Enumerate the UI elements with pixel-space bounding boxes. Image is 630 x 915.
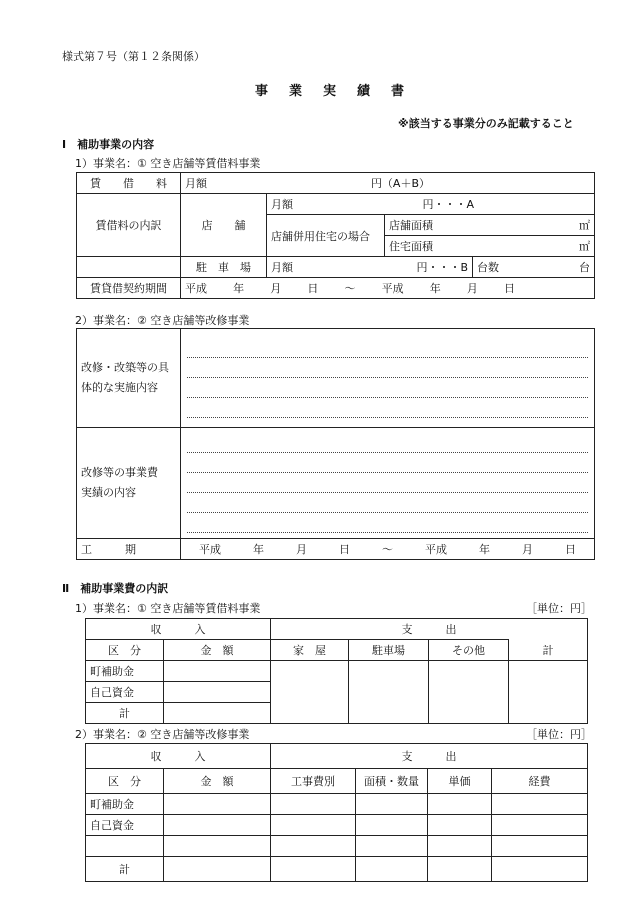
combined-label: 店舗併用住宅の場合 xyxy=(267,215,385,257)
work-type-header: 工事費別 xyxy=(271,769,356,794)
store-monthly: 月額 xyxy=(271,198,293,211)
income-header: 収 入 xyxy=(86,619,271,640)
row-label: 自己資金 xyxy=(86,815,164,836)
budget-table-2 xyxy=(85,743,588,882)
row-label: 町補助金 xyxy=(86,661,164,682)
unit-price-header: 単価 xyxy=(428,769,492,794)
work-type-cell[interactable] xyxy=(271,857,356,882)
amount-cell[interactable] xyxy=(164,661,271,682)
total-cell[interactable] xyxy=(509,661,588,724)
cost-label: 改修等の事業費 実績の内容 xyxy=(77,428,181,539)
unit-label: ［単位：円］ xyxy=(526,728,592,741)
unit-price-cell[interactable] xyxy=(428,815,492,836)
parking-monthly-cell[interactable] xyxy=(267,257,473,278)
cost-cell[interactable] xyxy=(492,836,588,857)
row-label xyxy=(86,836,164,857)
work-period-cell[interactable]: 平成 年 月 日 〜 平成 年 月 日 xyxy=(181,539,595,560)
house-area-label: 住宅面積 xyxy=(389,240,433,253)
unit-price-cell[interactable] xyxy=(428,836,492,857)
amount-cell[interactable] xyxy=(164,857,271,882)
category-header: 区 分 xyxy=(86,769,164,794)
renovation-table xyxy=(76,328,595,560)
cost-cell[interactable] xyxy=(492,815,588,836)
parking-formula: 円・・・B xyxy=(416,261,468,274)
row-label: 自己資金 xyxy=(86,682,164,703)
rent-monthly: 月額 xyxy=(185,177,207,190)
parking-header: 駐車場 xyxy=(349,640,429,661)
category-header: 区 分 xyxy=(86,640,164,661)
house-cell[interactable] xyxy=(271,661,349,724)
cost-lines[interactable] xyxy=(181,428,595,539)
amount-cell[interactable] xyxy=(164,836,271,857)
car-unit: 台 xyxy=(579,261,591,274)
form-number: 様式第７号（第１２条関係） xyxy=(62,50,205,63)
rent-amount-cell[interactable] xyxy=(181,173,595,194)
store-label: 店 舗 xyxy=(181,194,267,257)
content-label: 賃借料の内訳 xyxy=(77,194,181,257)
instruction-note: ※該当する事業分のみ記載すること xyxy=(398,117,574,130)
budget-table-1 xyxy=(85,618,588,724)
rent-formula: 円（A＋B） xyxy=(370,177,431,190)
expense-header: 支 出 xyxy=(271,744,588,769)
house-header: 家 屋 xyxy=(271,640,349,661)
amount-cell[interactable] xyxy=(164,682,271,703)
car-count-label: 台数 xyxy=(477,261,499,274)
store-monthly-cell[interactable] xyxy=(267,194,595,215)
rent-label: 賃 借 料 xyxy=(77,173,181,194)
table1-name: 1）事業名：① 空き店舗等賃借料事業 xyxy=(75,602,261,615)
car-count-cell[interactable] xyxy=(473,257,595,278)
unit-price-cell[interactable] xyxy=(428,794,492,815)
sqm-unit: ㎡ xyxy=(579,219,591,232)
contract-period-cell[interactable]: 平成 年 月 日 〜 平成 年 月 日 xyxy=(181,278,595,299)
amount-cell[interactable] xyxy=(164,794,271,815)
period-label: 賃貸借契約期間 xyxy=(77,278,181,299)
detail-label: 改修・改築等の具 体的な実施内容 xyxy=(77,329,181,428)
work-type-cell[interactable] xyxy=(271,815,356,836)
store-area-label: 店舗面積 xyxy=(389,219,433,232)
area-qty-cell[interactable] xyxy=(356,794,428,815)
work-type-cell[interactable] xyxy=(271,794,356,815)
page-title: 事 業 実 績 書 xyxy=(255,84,409,99)
income-header: 収 入 xyxy=(86,744,271,769)
amount-cell[interactable] xyxy=(164,703,271,724)
total-header: 計 xyxy=(509,640,588,661)
house-area-cell[interactable] xyxy=(385,236,595,257)
cost-header: 経費 xyxy=(492,769,588,794)
store-area-cell[interactable] xyxy=(385,215,595,236)
work-period-label: 工 期 xyxy=(77,539,181,560)
amount-header: 金 額 xyxy=(164,769,271,794)
cost-cell[interactable] xyxy=(492,857,588,882)
blank-cell xyxy=(77,257,181,278)
detail-lines[interactable] xyxy=(181,329,595,428)
unit-price-cell[interactable] xyxy=(428,857,492,882)
parking-cell[interactable] xyxy=(349,661,429,724)
amount-cell[interactable] xyxy=(164,815,271,836)
area-qty-cell[interactable] xyxy=(356,857,428,882)
sqm-unit: ㎡ xyxy=(579,240,591,253)
cost-cell[interactable] xyxy=(492,794,588,815)
area-qty-cell[interactable] xyxy=(356,836,428,857)
row-label: 計 xyxy=(86,703,164,724)
amount-header: 金 額 xyxy=(164,640,271,661)
project1-name: 1）事業名：① 空き店舗等賃借料事業 xyxy=(75,157,261,170)
area-qty-header: 面積・数量 xyxy=(356,769,428,794)
project2-name: 2）事業名：② 空き店舗等改修事業 xyxy=(75,314,250,327)
section1-heading: Ⅰ 補助事業の内容 xyxy=(62,138,155,151)
table2-name: 2）事業名：② 空き店舗等改修事業 xyxy=(75,728,250,741)
rent-table xyxy=(76,172,595,299)
store-formula: 円・・・A xyxy=(422,198,475,211)
area-qty-cell[interactable] xyxy=(356,815,428,836)
row-label: 計 xyxy=(86,857,164,882)
parking-label: 駐 車 場 xyxy=(181,257,267,278)
parking-monthly: 月額 xyxy=(271,261,293,274)
work-type-cell[interactable] xyxy=(271,836,356,857)
row-label: 町補助金 xyxy=(86,794,164,815)
other-cell[interactable] xyxy=(429,661,509,724)
section2-heading: Ⅱ 補助事業費の内訳 xyxy=(62,582,169,595)
other-header: その他 xyxy=(429,640,509,661)
unit-label: ［単位：円］ xyxy=(526,602,592,615)
expense-header: 支 出 xyxy=(271,619,588,640)
